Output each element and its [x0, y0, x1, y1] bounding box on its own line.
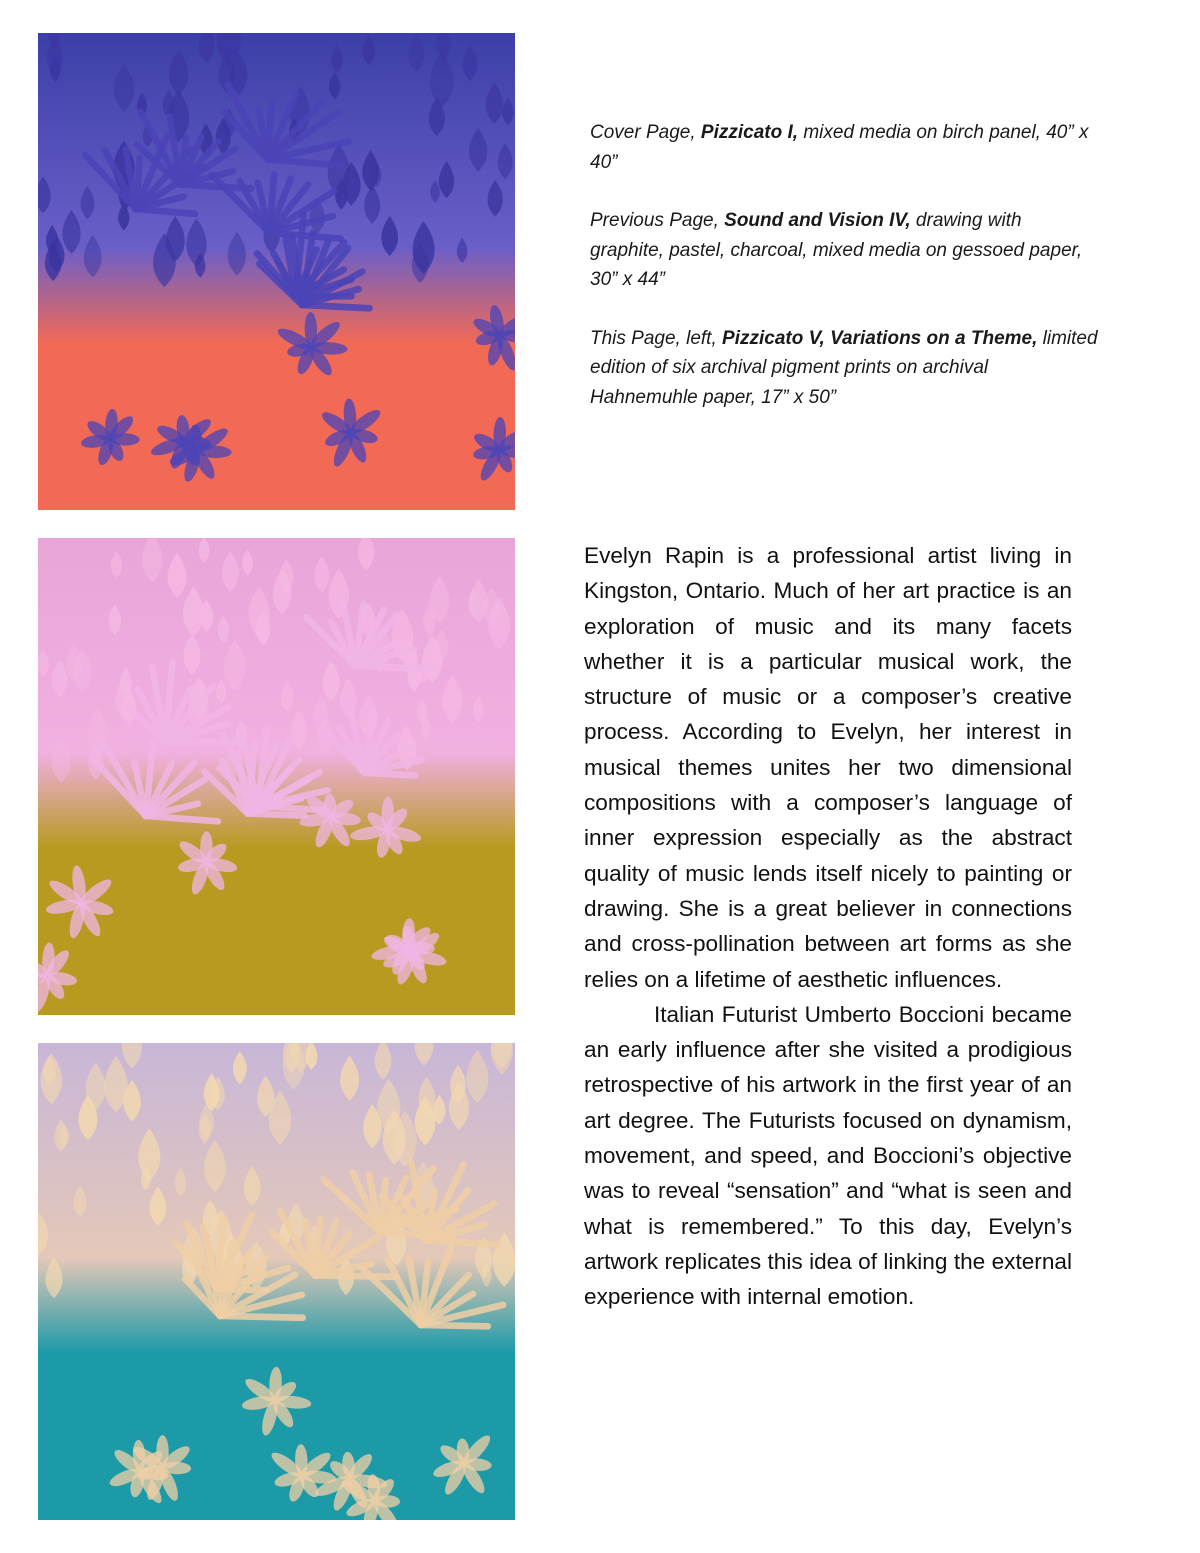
artwork-pizzicato-peach-teal	[38, 1043, 515, 1520]
artwork-pizzicato-pink-gold	[38, 538, 515, 1015]
artwork-canvas	[38, 1043, 515, 1520]
bio-paragraph-1: Evelyn Rapin is a professional artist living in Kingston, Ontario. Much of her art practice is an exploration of music and its many facets whether it is a particular musical work, the structure of music or a composer’s creative process. According to Evelyn, her interest in musical themes unites her two dimensional compositions with a composer’s language of inner expression especially as the abstract quality of music lends itself nicely to painting or drawing. She is a great believer in connections and cross-pollination between art forms as she relies on a lifetime of aesthetic influences.	[584, 543, 1072, 992]
caption-title: Sound and Vision IV,	[724, 210, 911, 231]
caption-this-page: This Page, left, Pizzicato V, Variations on a Theme, limited edition of six archival pigment prints on archival Hahnemuhle paper, 17” x 50”	[590, 327, 1098, 408]
caption-previous-page: Previous Page, Sound and Vision IV, drawing with graphite, pastel, charcoal, mixed media on gessoed paper, 30” x 44”	[590, 210, 1083, 290]
caption-title: Pizzicato V, Variations on a Theme,	[722, 327, 1038, 349]
artwork-pizzicato-blue-coral	[38, 33, 515, 510]
artist-biography	[584, 538, 1072, 1315]
caption-cover-page: Cover Page, Pizzicato I, mixed media on birch panel, 40” x 40”	[590, 122, 1089, 173]
artwork-canvas	[38, 33, 515, 510]
artwork-captions	[590, 118, 1100, 441]
bio-paragraph-2: Italian Futurist Umberto Boccioni became an early influence after she visited a prodigious retrospective of his artwork in the first year of an art degree. The Futurists focused on dynamism, movement, and speed, and Boccioni’s objective was to reveal “sensation” and “what is seen and what is remembered.” To this day, Evelyn’s artwork replicates this idea of linking the external experience with internal emotion.	[584, 1001, 1072, 1310]
artwork-canvas	[38, 538, 515, 1015]
caption-title: Pizzicato I,	[700, 122, 799, 143]
